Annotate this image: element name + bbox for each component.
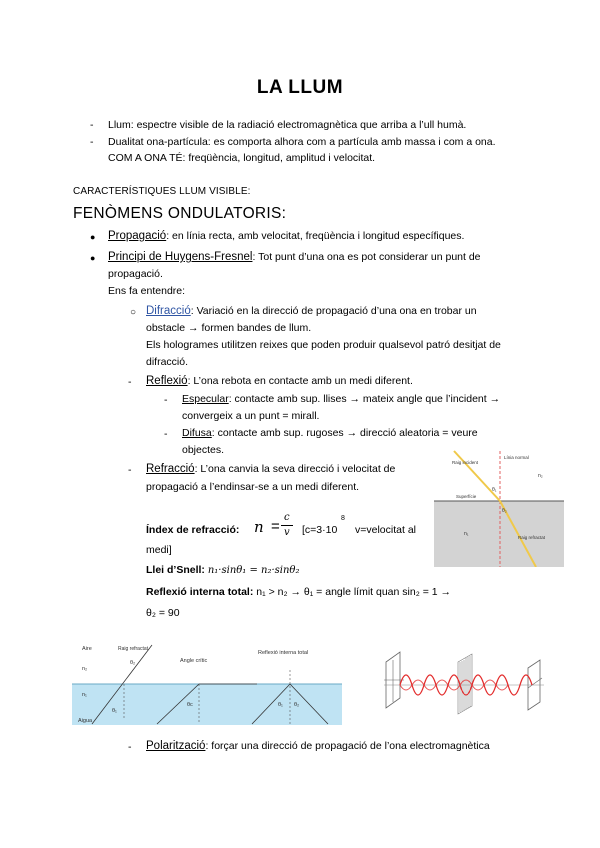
difusa-term: Difusa — [182, 427, 212, 439]
bullet-dash: - — [90, 119, 94, 131]
section-heading: FENÒMENS ONDULATORIS: — [73, 205, 287, 222]
label-theta1: θ₁ — [112, 708, 117, 714]
reflexio-term: Reflexió — [146, 375, 188, 387]
index-c: c — [284, 512, 290, 523]
index-note-3: medi] — [146, 544, 172, 556]
refraction-figure — [434, 449, 564, 567]
refraccio-term: Refracció — [146, 463, 195, 475]
wave-figure — [380, 640, 545, 720]
bullet-dash: - — [164, 394, 168, 406]
label-n1: n₁ — [82, 692, 87, 698]
label-n2: n₂ — [82, 666, 88, 672]
label-n2: n₂ — [538, 473, 543, 479]
label-theta2-tir: θ₂ — [294, 702, 300, 708]
especular-term: Especular — [182, 393, 229, 405]
difraccio-text-4: difracció. — [146, 356, 189, 368]
index-exponent: 8 — [341, 515, 345, 522]
rit-equation-2: θ₂ = 90 — [146, 607, 180, 619]
rit-equation: n₁ > n₂ → θ₁ = angle límit quan sin₂ = 1 → — [256, 586, 451, 598]
propagacio-text: : en línia recta, amb velocitat, freqüència i longitud específiques. — [166, 230, 465, 242]
difusa-line — [182, 425, 478, 442]
polaritzacio-term: Polarització — [146, 740, 206, 752]
label-theta2: θ₂ — [502, 508, 507, 514]
label-theta1-tir: θ₁ — [278, 702, 283, 708]
index-n: n — [254, 518, 264, 536]
especular-text: : contacte amb sup. llises → mateix angle que l’incident → — [228, 393, 501, 405]
difraccio-text-2: obstacle → formen bandes de llum. — [146, 322, 312, 334]
especular-text-2: convergeix a un punt = mirall. — [182, 410, 320, 422]
especular-line — [182, 391, 500, 408]
propagacio-line — [108, 228, 464, 245]
bullet-dash: - — [128, 741, 132, 753]
index-note-1: [c=3·10 — [302, 524, 338, 536]
huygens-text-2: propagació. — [108, 268, 163, 280]
label-raig-refractat: Raig refractat — [518, 535, 546, 540]
label-reflexio-total: Reflexió interna total — [258, 650, 309, 656]
bullet-dash: - — [90, 136, 94, 148]
huygens-ens: Ens fa entendre: — [108, 285, 186, 297]
huygens-text: : Tot punt d’una ona es pot considerar un punt de — [252, 251, 481, 263]
total-internal-reflection-figure — [72, 640, 342, 725]
label-superficie: Superfície — [456, 494, 477, 499]
snell-label: Llei d’Snell: — [146, 564, 205, 576]
snell-equation: n₁·sinθ₁ = n₂·sinθ₂ — [207, 565, 300, 576]
refraction-lower-medium — [434, 501, 564, 567]
index-fraction-bar — [281, 525, 293, 526]
huygens-term: Principi de Huygens-Fresnel — [108, 251, 253, 263]
reflexio-line — [146, 373, 413, 390]
page-title: LA LLUM — [256, 77, 344, 98]
intro-dualitat: Dualitat ona-partícula: es comporta alhora com a partícula amb massa i com a ona. — [108, 136, 496, 148]
refraccio-text: : L’ona canvia la seva direcció i velocitat de — [194, 463, 396, 475]
difraccio-term: Difracció — [146, 305, 191, 317]
bullet-circle: ○ — [130, 307, 137, 318]
propagacio-term: Propagació — [108, 230, 167, 242]
label-raig-refractat: Raig refractat — [118, 646, 149, 652]
difraccio-line — [146, 303, 477, 320]
label-angle-critic: Angle crític — [180, 658, 208, 664]
reflexio-text: : L’ona rebota en contacte amb un medi diferent. — [187, 375, 413, 387]
section-label: CARACTERÍSTIQUES LLUM VISIBLE: — [73, 186, 251, 197]
rit-label: Reflexió interna total: — [146, 586, 254, 598]
difraccio-text: : Variació en la direcció de propagació d’una ona en trobar un — [190, 305, 477, 317]
index-v: v — [284, 527, 290, 538]
refraccio-line — [146, 461, 395, 478]
label-linia-normal: Línia normal — [504, 455, 529, 460]
label-theta2: θ₂ — [130, 660, 136, 666]
bullet-dot: ● — [90, 253, 96, 263]
bullet-dash: - — [128, 464, 132, 476]
polaritzacio-text: : forçar una direcció de propagació de l’ona electromagnètica — [205, 740, 490, 752]
bullet-dash: - — [128, 376, 132, 388]
grating-lines — [460, 656, 470, 712]
polaritzacio-line — [146, 738, 490, 755]
intro-com-ona: COM A ONA TÉ: freqüència, longitud, amplitud i velocitat. — [108, 152, 376, 164]
index-note-2: v=velocitat al — [355, 524, 416, 536]
label-n1: n₁ — [464, 531, 469, 537]
water-medium — [72, 684, 342, 725]
difusa-text: : contacte amb sup. rugoses → direcció aleatoria = veure — [211, 427, 478, 439]
label-theta1: θ₁ — [492, 487, 497, 493]
bullet-dot: ● — [90, 232, 96, 242]
huygens-line — [108, 249, 481, 266]
index-equals: = — [271, 518, 280, 535]
bullet-dash: - — [164, 428, 168, 440]
label-aire: Aire — [82, 646, 92, 652]
difraccio-text-3: Els hologrames utilitzen reixes que poden produir qualsevol patró desitjat de — [146, 339, 501, 351]
intro-llum: Llum: espectre visible de la radiació electromagnètica que arriba a l’ull humà. — [108, 119, 467, 131]
refraccio-text-2: propagació a l’endinsar-se a un medi diferent. — [146, 481, 360, 493]
rit-line — [146, 584, 451, 601]
index-label: Índex de refracció: — [146, 524, 240, 536]
label-raig-incident: Raig incident — [452, 460, 479, 465]
label-theta-c: θc — [187, 702, 193, 708]
label-aigua: Aigua — [78, 718, 93, 724]
difusa-text-2: objectes. — [182, 444, 225, 456]
snell-line — [146, 562, 299, 579]
